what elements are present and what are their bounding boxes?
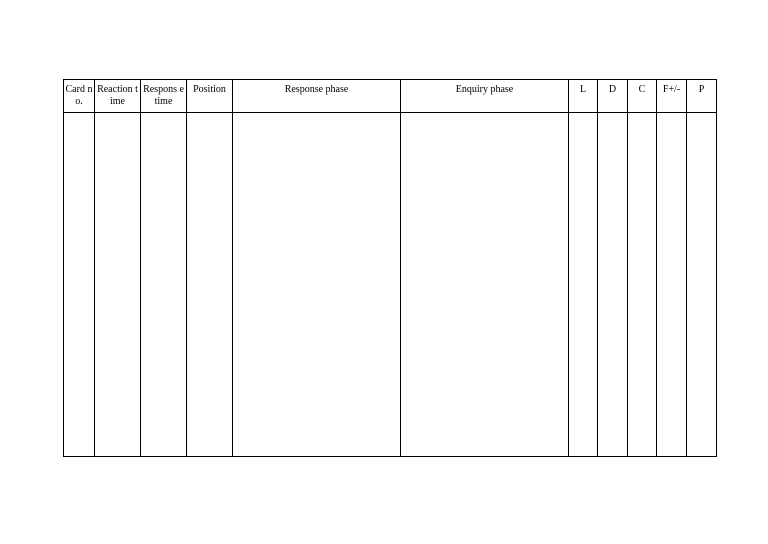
header-label: Response phase: [284, 84, 349, 95]
cell-d[interactable]: [598, 113, 628, 457]
cell-position[interactable]: [187, 113, 233, 457]
cell-c[interactable]: [628, 113, 657, 457]
cell-enquiry-phase[interactable]: [401, 113, 569, 457]
header-label: P: [698, 84, 705, 95]
cell-l[interactable]: [569, 113, 598, 457]
header-d: [598, 80, 628, 113]
header-label: Enquiry phase: [455, 84, 514, 95]
cell-response-phase[interactable]: [233, 113, 401, 457]
cell-response-time[interactable]: [141, 113, 187, 457]
cell-reaction-time[interactable]: [95, 113, 141, 457]
cell-p[interactable]: [687, 113, 717, 457]
header-c: [628, 80, 657, 113]
header-card-no: [64, 80, 95, 113]
header-label: Reaction time: [97, 84, 138, 107]
entry-row: [64, 113, 717, 457]
header-response-time: [141, 80, 187, 113]
header-p: [687, 80, 717, 113]
header-label: D: [608, 84, 617, 95]
header-f: [657, 80, 687, 113]
cell-f[interactable]: [657, 113, 687, 457]
header-label: Position: [193, 84, 226, 95]
header-label: Respons e time: [143, 84, 184, 107]
cell-card-no[interactable]: [64, 113, 95, 457]
header-position: [187, 80, 233, 113]
header-l: [569, 80, 598, 113]
header-label: F+/-: [662, 84, 681, 95]
scoring-form-table: [63, 79, 717, 457]
header-label: Card no.: [65, 84, 93, 107]
header-reaction-time: [95, 80, 141, 113]
header-label: C: [638, 84, 646, 95]
header-enquiry-phase: [401, 80, 569, 113]
header-row: [64, 80, 717, 113]
header-response-phase: [233, 80, 401, 113]
header-label: L: [579, 84, 587, 95]
